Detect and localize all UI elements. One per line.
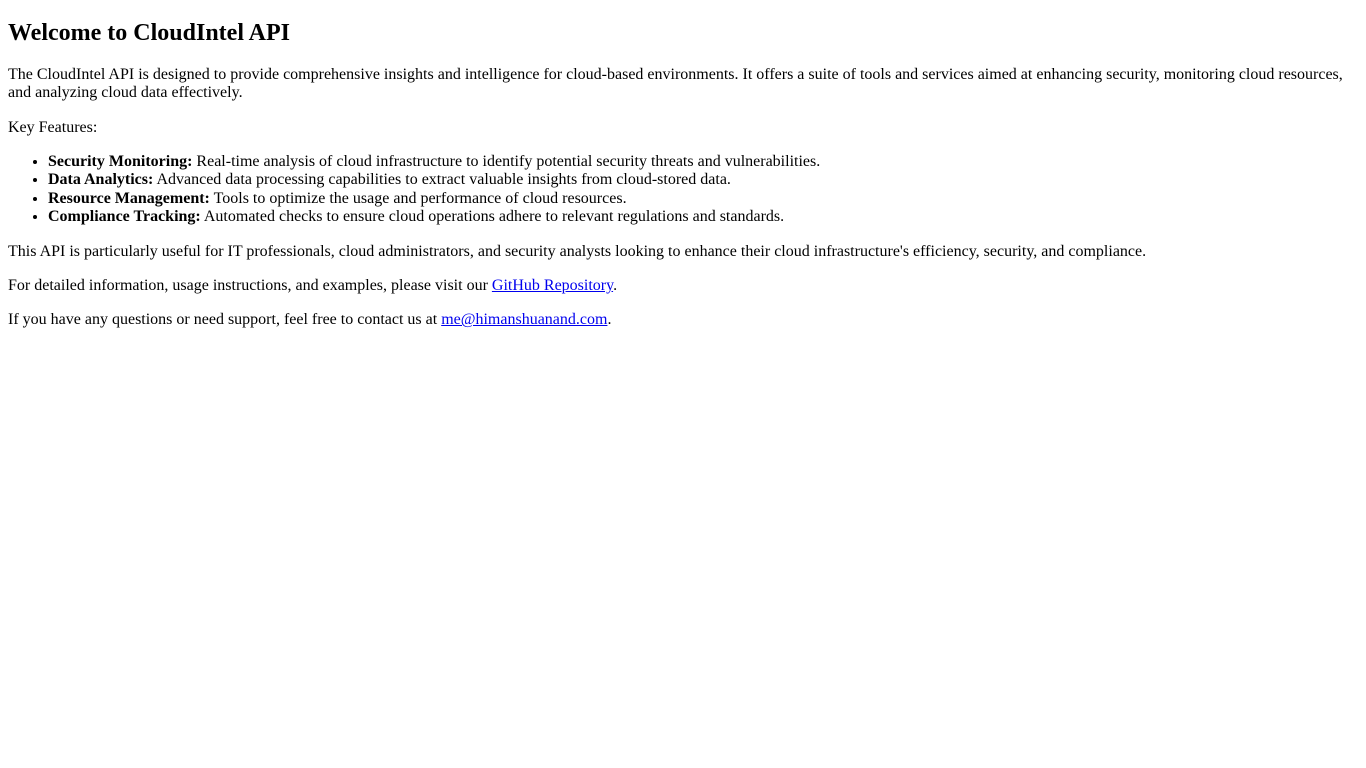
features-list [8, 153, 1358, 227]
feature-item-data-analytics [48, 171, 1358, 189]
docs-suffix: . [613, 276, 618, 294]
feature-title: Resource Management: [48, 189, 210, 207]
github-repository-link[interactable]: GitHub Repository [491, 276, 614, 294]
feature-title: Compliance Tracking: [48, 208, 201, 226]
features-label: Key Features: [8, 118, 98, 136]
docs-text: For detailed information, usage instructions, and examples, please visit our [8, 276, 492, 294]
feature-title: Data Analytics: [48, 171, 154, 189]
page-title: Welcome to CloudIntel API [8, 20, 290, 46]
docs-paragraph [8, 277, 1358, 295]
page-content [0, 19, 1366, 330]
intro-paragraph: The CloudIntel API is designed to provide comprehensive insights and intelligence for cloud-based environments. It offers a suite of tools and services aimed at enhancing security, monitoring cloud resources, and analyzing cloud data effectively. [8, 65, 1343, 102]
feature-item-resource-management [48, 190, 1358, 208]
feature-description: Advanced data processing capabilities to extract valuable insights from cloud-stored data. [153, 171, 731, 189]
feature-description: Automated checks to ensure cloud operations adhere to relevant regulations and standards. [200, 208, 785, 226]
feature-title: Security Monitoring: [48, 152, 193, 170]
contact-paragraph [8, 311, 1358, 329]
feature-item-security-monitoring [48, 153, 1358, 171]
feature-item-compliance-tracking [48, 208, 1358, 226]
feature-description: Tools to optimize the usage and performance of cloud resources. [209, 189, 627, 207]
usefulness-paragraph: This API is particularly useful for IT professionals, cloud administrators, and security analysts looking to enhance their cloud infrastructure's efficiency, security, and compliance. [8, 242, 1147, 260]
contact-text: If you have any questions or need support, feel free to contact us at [8, 311, 442, 329]
feature-description: Real-time analysis of cloud infrastructure to identify potential security threats and vulnerabilities. [192, 152, 821, 170]
contact-email-link[interactable]: me@himanshuanand.com [441, 311, 608, 329]
contact-suffix: . [607, 311, 612, 329]
